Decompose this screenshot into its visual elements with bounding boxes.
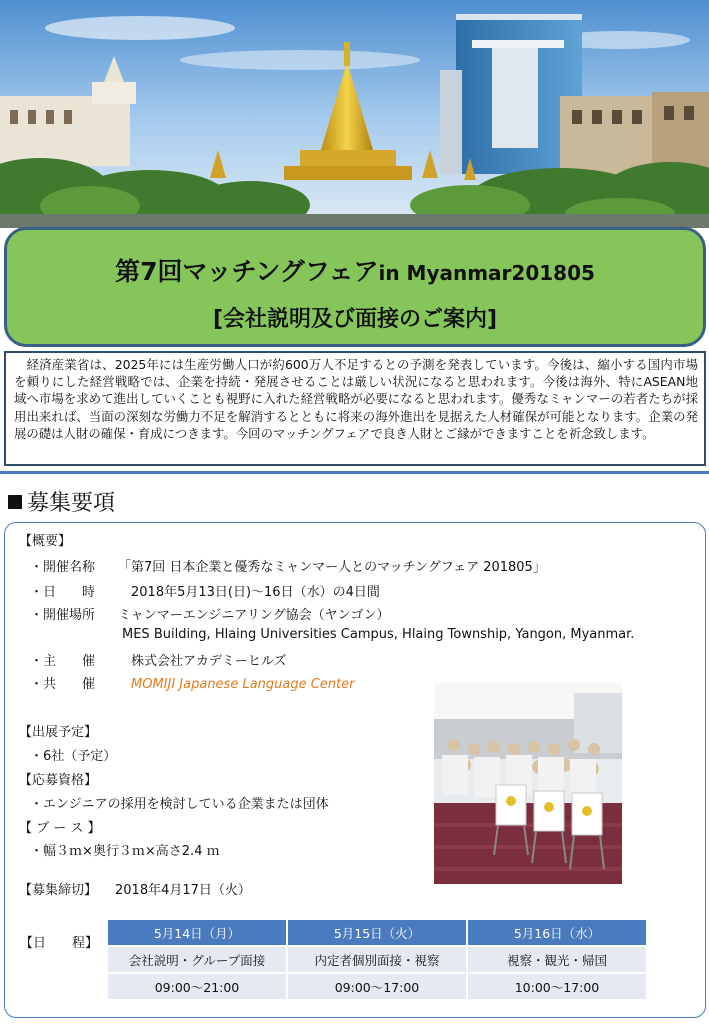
deadline-label: 【募集締切】 (19, 883, 98, 898)
date-label: ・日 時 (30, 585, 96, 600)
schedule-date-cell: 5月14日（月） (108, 920, 286, 945)
date-row (30, 581, 380, 600)
event-name-row (30, 556, 546, 575)
venue-value: ミャンマーエンジニアリング協会（ヤンゴン） (118, 608, 390, 623)
square-bullet-icon (8, 495, 22, 509)
cosponsor-label: ・共 催 (30, 677, 96, 692)
eligibility-value: ・エンジニアの採用を検討している企業または団体 (30, 797, 329, 812)
venue-address: MES Building, Hlaing Universities Campus, Hlaing Township, Yangon, Myanmar. (122, 627, 635, 642)
schedule-activity-cell: 会社説明・グループ面接 (108, 947, 286, 972)
deadline-row (19, 879, 251, 898)
event-photo (434, 683, 622, 884)
booth-value: ・幅３ｍ×奥行３ｍ×高さ2.4 ｍ (30, 844, 220, 859)
schedule-activity-cell: 内定者個別面接・視察 (288, 947, 466, 972)
section-heading-text: 募集要項 (27, 491, 116, 516)
overview-heading: 【概要】 (19, 534, 72, 549)
intro-text: 経済産業省は、2025年には生産労働人口が約600万人不足するとの予測を発表しています。今後は、縮小する国内市場を頼りにした経営戦略では、企業を持続・発展させることは厳しい状況になると思われます。今後は海外、特にASEAN地域へ市場を求めて進出していくことも視野に入れた経営戦略が必要になると思われます。優秀なミャンマーの若者たちが採用出来れば、当面の深刻な労働力不足を解消するとともに将来の海外進出を見据えた人材確保が可能となります。企業の発展の礎は人財の確保・育成につきます。今回のマッチングフェアで良き人財とご縁ができますことを祈念致します。 (4, 351, 706, 466)
venue-row (30, 604, 390, 623)
schedule-label: 【日 程】 (20, 936, 99, 951)
organizer-row (30, 650, 286, 669)
section-heading (8, 486, 115, 517)
hero-photo (0, 0, 709, 228)
schedule-time-cell: 10:00～17:00 (468, 974, 646, 999)
exhibitors-heading: 【出展予定】 (19, 725, 98, 740)
title-en: in Myanmar201805 (378, 261, 595, 285)
schedule-header-row (108, 920, 646, 945)
event-name-value: 「第7回 日本企業と優秀なミャンマー人とのマッチングフェア 201805」 (118, 560, 546, 575)
page-title (7, 252, 703, 288)
organizer-label: ・主 催 (30, 654, 96, 669)
schedule-time-row (108, 974, 646, 999)
title-banner (4, 227, 706, 347)
page-subtitle: [会社説明及び面接のご案内] (212, 307, 498, 332)
schedule-activity-cell: 視察・観光・帰国 (468, 947, 646, 972)
event-name-label: ・開催名称 (30, 560, 96, 575)
booth-heading: 【 ブ ー ス 】 (19, 821, 101, 836)
organizer-value: 株式会社アカデミーヒルズ (131, 654, 287, 669)
deadline-value: 2018年4月17日（火） (115, 883, 251, 898)
date-value: 2018年5月13日(日)～16日（水）の4日間 (131, 585, 380, 600)
venue-label: ・開催場所 (30, 608, 96, 623)
schedule-time-cell: 09:00～21:00 (108, 974, 286, 999)
divider (0, 471, 709, 474)
schedule-time-cell: 09:00～17:00 (288, 974, 466, 999)
cosponsor-value[interactable]: MOMIJI Japanese Language Center (131, 677, 355, 692)
schedule-date-cell: 5月15日（火） (288, 920, 466, 945)
schedule-activity-row (108, 947, 646, 972)
title-ja: 第7回マッチングフェア (115, 257, 379, 286)
cosponsor-row (30, 673, 355, 692)
eligibility-heading: 【応募資格】 (19, 773, 98, 788)
schedule-date-cell: 5月16日（水） (468, 920, 646, 945)
exhibitors-value: ・6社（予定） (30, 749, 117, 764)
schedule-table (108, 920, 646, 1001)
